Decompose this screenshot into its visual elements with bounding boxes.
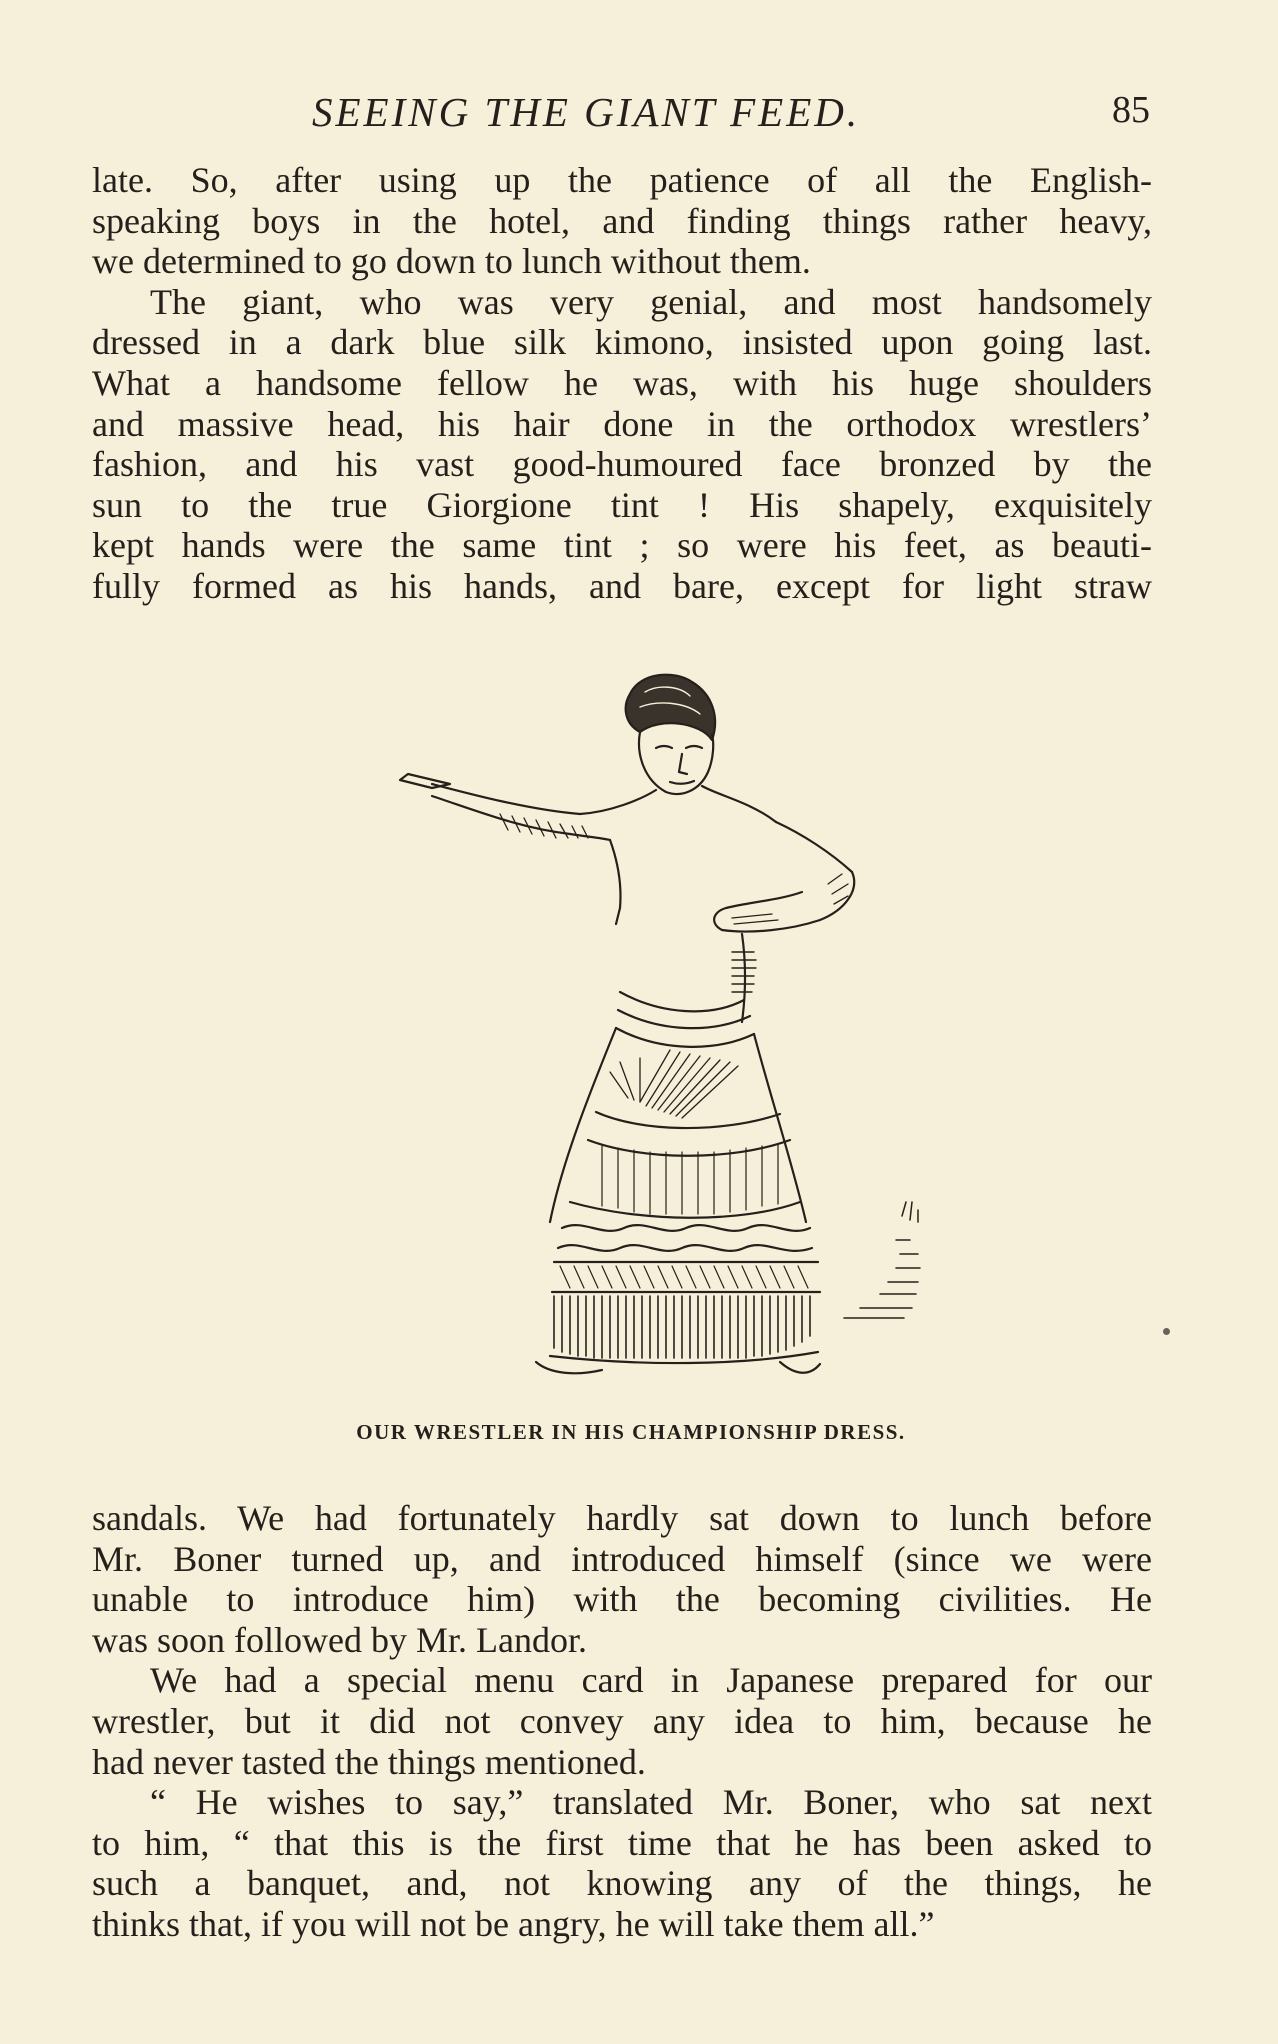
text-line: was soon followed by Mr. Landor. [92,1619,587,1660]
text-line: to him, “ that this is the first time that he has been asked to [92,1822,1152,1863]
text-line: fully formed as his hands, and bare, except for light straw [92,565,1152,606]
text-line: such a banquet, and, not knowing any of the things, he [92,1863,1152,1904]
print-speck [1163,1328,1170,1335]
wrestler-engraving-icon [340,662,940,1402]
text-line: The giant, who was very genial, and most handsomely [150,281,1152,322]
text-line: fashion, and his vast good-humoured face bronzed by the [92,444,1152,485]
figure-caption: OUR WRESTLER IN HIS CHAMPIONSHIP DRESS. [356,1420,906,1444]
running-title: SEEING THE GIANT FEED. [312,89,861,135]
text-line: sun to the true Giorgione tint ! His shapely, exquisitely [92,484,1152,525]
wrestler-illustration [340,662,940,1402]
body-text-top [92,160,1152,607]
body-text-bottom [92,1498,1152,1945]
text-line: thinks that, if you will not be angry, he will take them all.” [92,1903,935,1944]
text-line: had never tasted the things mentioned. [92,1741,646,1782]
running-head [92,88,1150,134]
text-line: speaking boys in the hotel, and finding things rather heavy, [92,200,1152,241]
text-line: late. So, after using up the patience of all the English- [92,160,1152,200]
text-line: unable to introduce him) with the becoming civilities. He [92,1579,1152,1620]
text-line: sandals. We had fortunately hardly sat down to lunch before [92,1498,1152,1538]
text-line: wrestler, but it did not convey any idea to him, because he [92,1700,1152,1741]
page-number: 85 [1112,89,1150,131]
text-line: “ He wishes to say,” translated Mr. Boner, who sat next [150,1782,1152,1823]
text-line: Mr. Boner turned up, and introduced himself (since we were [92,1538,1152,1579]
text-line: and massive head, his hair done in the orthodox wrestlers’ [92,403,1152,444]
text-line: What a handsome fellow he was, with his huge shoulders [92,362,1152,403]
text-line: kept hands were the same tint ; so were his feet, as beauti- [92,525,1152,566]
text-line: we determined to go down to lunch without them. [92,241,811,282]
text-line: We had a special menu card in Japanese prepared for our [150,1660,1152,1701]
text-line: dressed in a dark blue silk kimono, insisted upon going last. [92,322,1152,363]
